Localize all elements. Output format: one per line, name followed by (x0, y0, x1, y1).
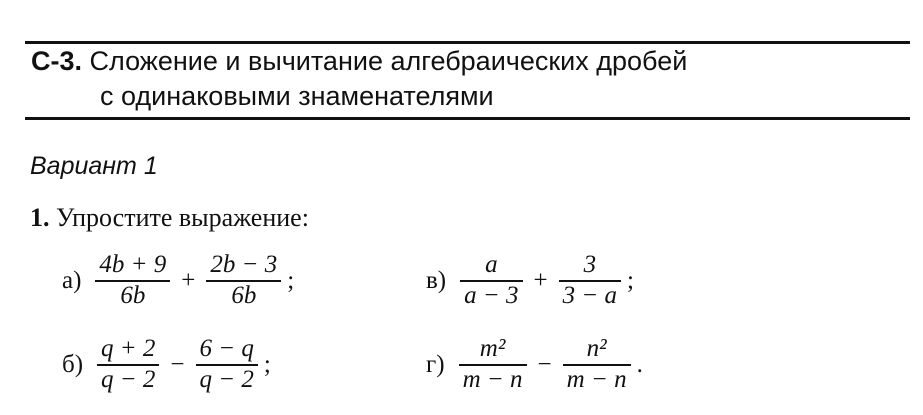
numerator: 6 − q (199, 335, 254, 362)
denominator: q − 2 (101, 365, 156, 393)
expression-label: в) (426, 266, 447, 294)
fraction (559, 251, 621, 311)
section-title-line1 (31, 48, 687, 75)
operator: + (533, 266, 548, 294)
section-title-line2: с одинаковыми знаменателями (100, 81, 494, 111)
fraction (206, 251, 281, 311)
punctuation: ; (263, 350, 271, 378)
numerator: n² (586, 335, 607, 362)
denominator: q − 2 (199, 365, 254, 393)
numerator: 2b − 3 (210, 251, 278, 278)
section-title: Сложение и вычитание алгебраических дробей (89, 46, 688, 76)
numerator: a (485, 251, 498, 278)
expression-g (426, 335, 643, 395)
denominator: 6b (120, 281, 146, 309)
punctuation: ; (287, 266, 295, 294)
operator: − (537, 350, 552, 378)
numerator: 4b + 9 (99, 251, 167, 278)
numerator: q + 2 (101, 335, 156, 362)
operator: − (170, 350, 185, 378)
fraction (460, 251, 522, 311)
task-number: 1. (30, 203, 50, 232)
expression-b (62, 335, 271, 395)
expression-label: а) (62, 266, 82, 294)
operator: + (181, 266, 196, 294)
variant-heading: Вариант 1 (30, 152, 158, 180)
denominator: 3 − a (562, 281, 617, 309)
denominator: a − 3 (464, 281, 519, 309)
expression-v (426, 251, 634, 311)
expression-label: б) (62, 350, 84, 378)
denominator: m − n (462, 365, 523, 393)
fraction (95, 251, 170, 311)
section-code: С-3. (31, 46, 83, 76)
numerator: m² (479, 335, 506, 362)
task-text: Упростите выражение: (56, 203, 309, 232)
expression-label: г) (426, 350, 445, 378)
fraction (563, 335, 631, 395)
punctuation: ; (627, 266, 634, 294)
fraction (97, 335, 159, 395)
expression-a (62, 251, 294, 311)
fraction (459, 335, 527, 395)
task-statement (30, 203, 309, 233)
bottom-rule (25, 117, 910, 120)
numerator: 3 (583, 251, 597, 278)
denominator: 6b (231, 281, 257, 309)
denominator: m − n (566, 365, 627, 393)
fraction (196, 335, 258, 395)
top-rule (25, 41, 910, 44)
punctuation: . (636, 350, 643, 378)
